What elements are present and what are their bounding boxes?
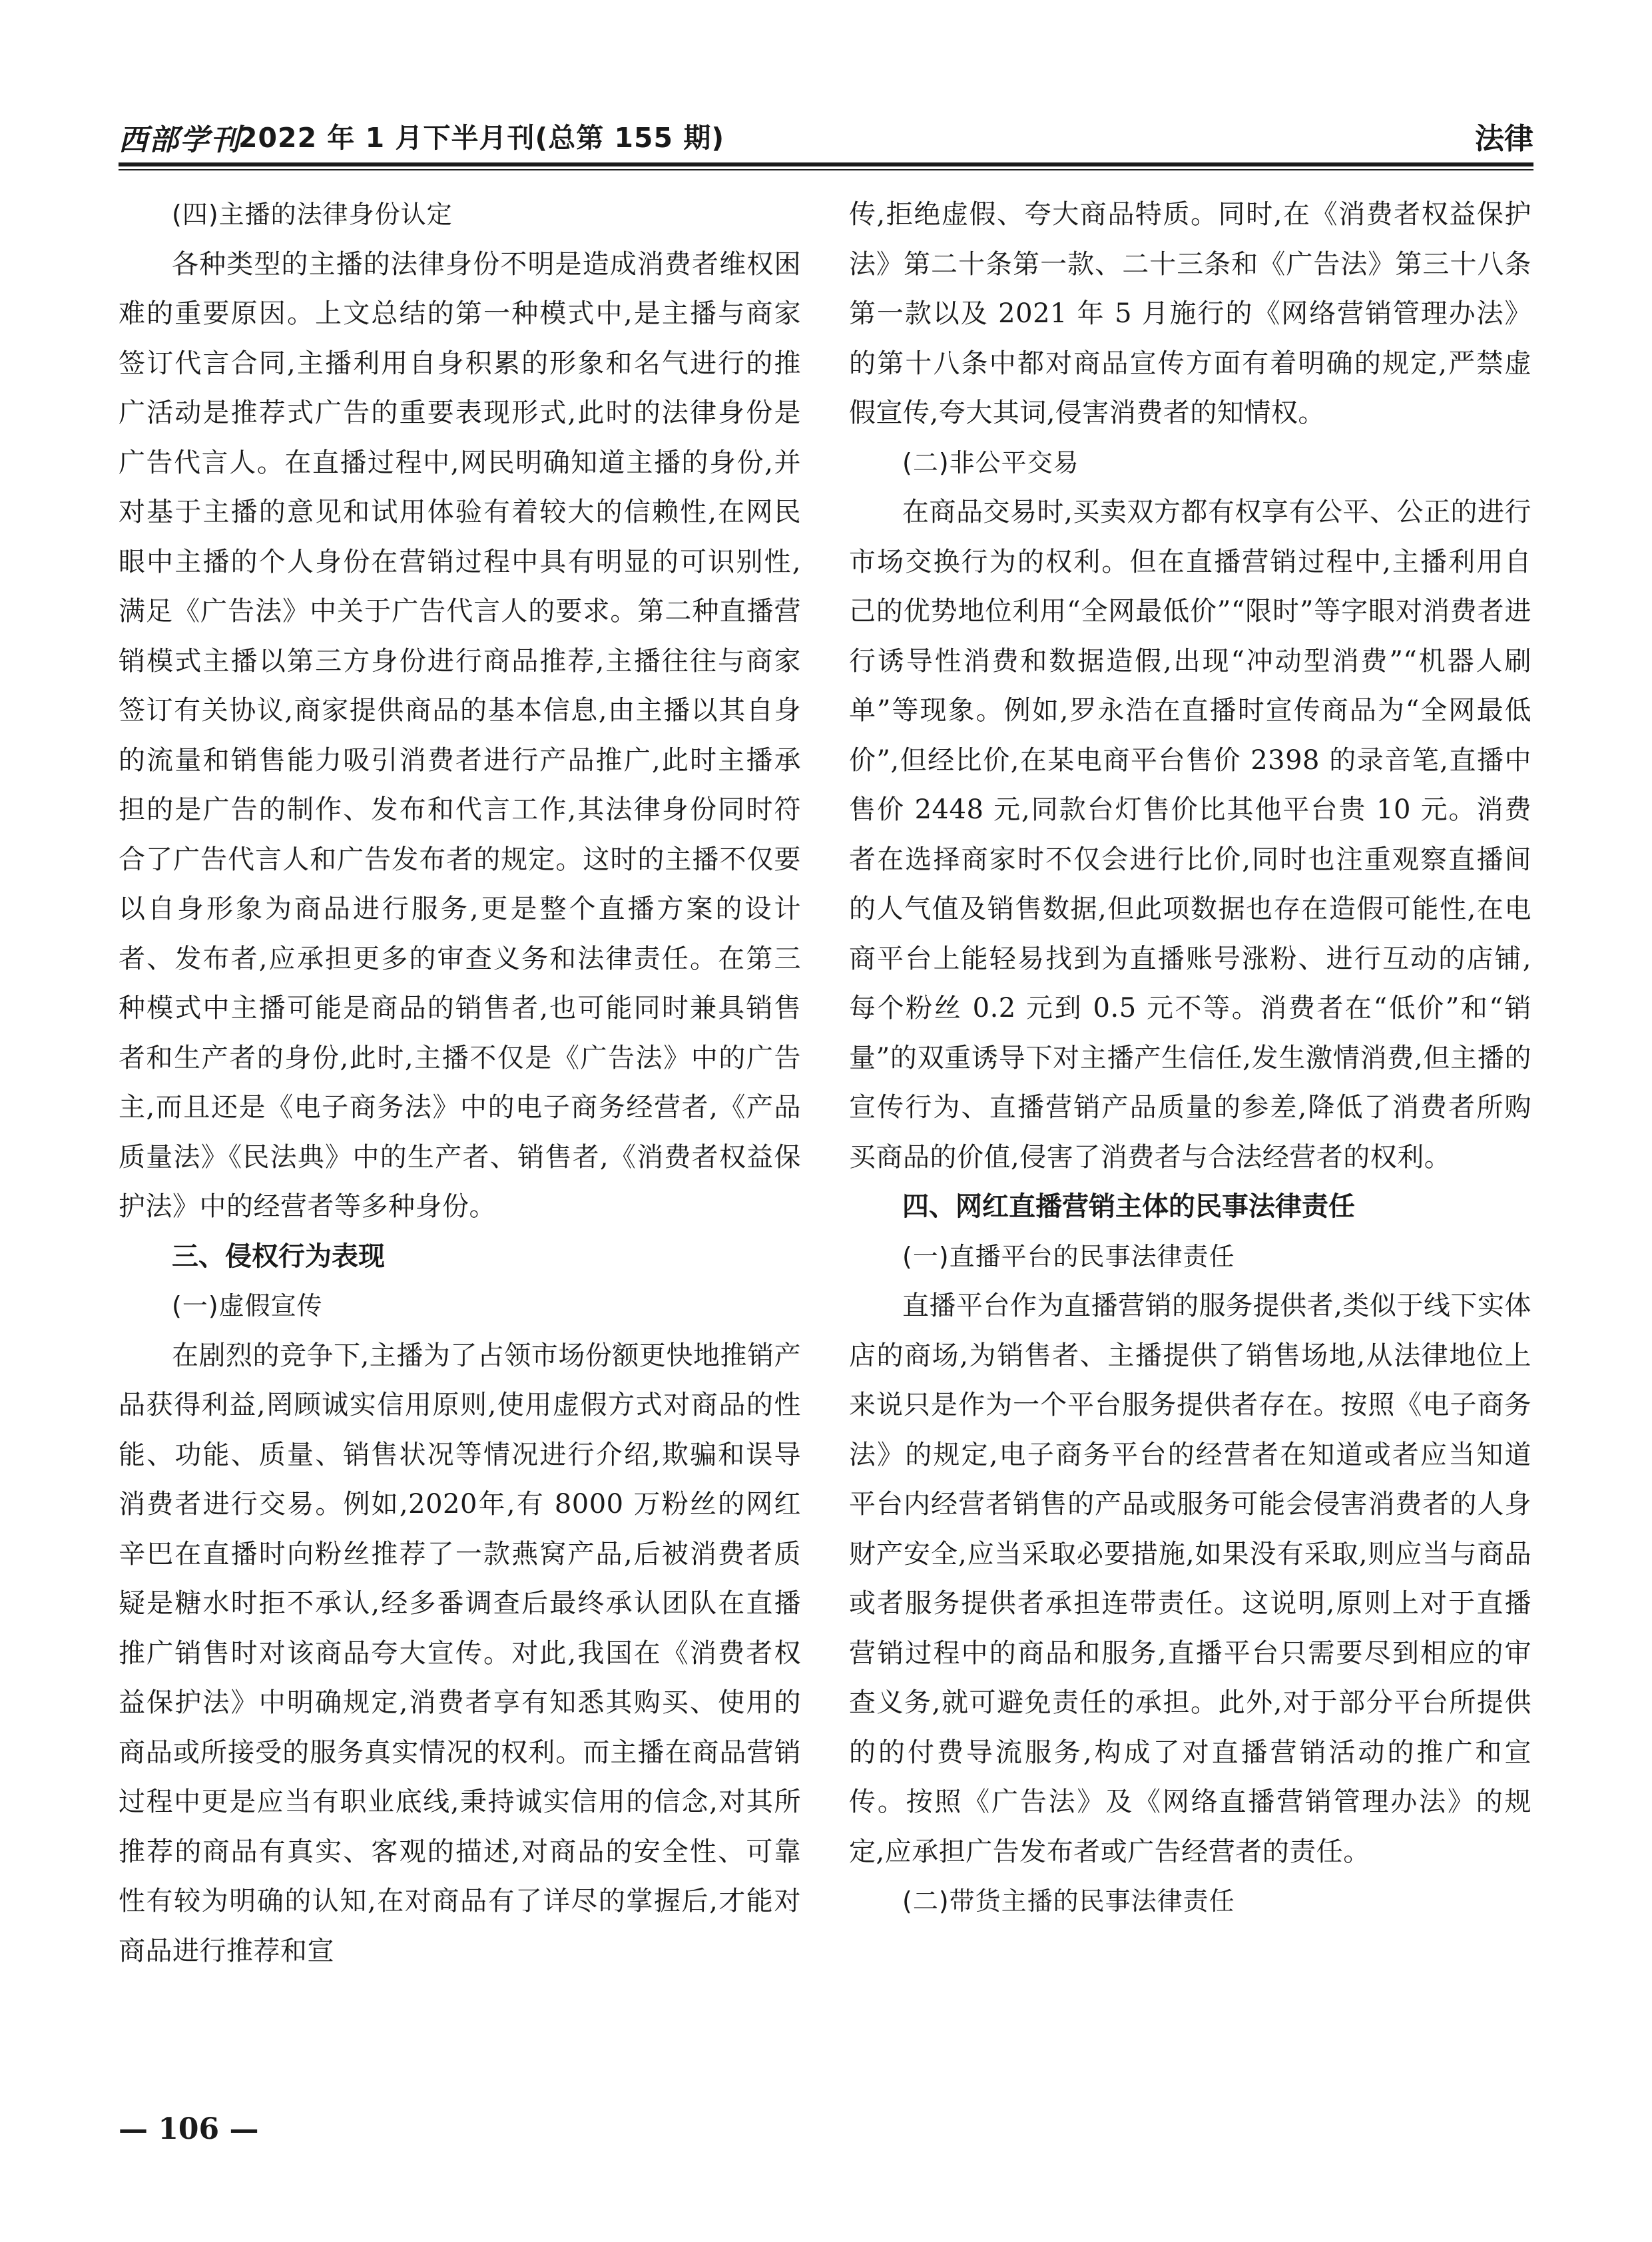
subsection-heading: (二)非公平交易: [902, 447, 1079, 477]
section-heading: 三、侵权行为表现: [172, 1241, 385, 1272]
subsection-heading: (四)主播的法律身份认定: [172, 200, 453, 229]
section-title: 法律: [1475, 122, 1533, 156]
left-column: [119, 190, 801, 1976]
page-number: — 106 —: [119, 2112, 259, 2146]
subsection-heading: (二)带货主播的民事法律责任: [902, 1886, 1235, 1916]
header-rule: [119, 162, 1533, 166]
paragraph: 直播平台作为直播营销的服务提供者,类似于线下实体店的商场,为销售者、主播提供了销售场地,从法律地位上来说只是作为一个平台服务提供者存在。按照《电子商务法》的规定,电子商务平台的经营者在知道或者应当知道平台内经营者销售的产品或服务可能会侵害消费者的人身财产安全,应当采取必要措施,如果没有采取,则应当与商品或者服务提供者承担连带责任。这说明,原则上对于直播营销过程中的商品和服务,直播平台只需要尽到相应的审查义务,就可避免责任的承担。此外,对于部分平台所提供的的付费导流服务,构成了对直播营销活动的推广和宣传。按照《广告法》及《网络直播营销管理办法》的规定,应承担广告发布者或广告经营者的责任。: [849, 1290, 1531, 1867]
section-heading: 四、网红直播营销主体的民事法律责任: [902, 1191, 1355, 1222]
paragraph: 在剧烈的竞争下,主播为了占领市场份额更快地推销产品获得利益,罔顾诚实信用原则,使用虚假方式对商品的性能、功能、质量、销售状况等情况进行介绍,欺骗和误导消费者进行交易。例如,2020年,有 8000 万粉丝的网红辛巴在直播时向粉丝推荐了一款燕窝产品,后被消费者质疑是糖水时拒不承认,经多番调查后最终承认团队在直播推广销售时对该商品夸大宣传。对此,我国在《消费者权益保护法》中明确规定,消费者享有知悉其购买、使用的商品或所接受的服务真实情况的权利。而主播在商品营销过程中更是应当有职业底线,秉持诚实信用的信念,对其所推荐的商品有真实、客观的描述,对商品的安全性、可靠性有较为明确的认知,在对商品有了详尽的掌握后,才能对商品进行推荐和宣: [119, 1340, 801, 1966]
subsection-heading: (一)虚假宣传: [172, 1291, 323, 1320]
paragraph: 各种类型的主播的法律身份不明是造成消费者维权困难的重要原因。上文总结的第一种模式中,是主播与商家签订代言合同,主播利用自身积累的形象和名气进行的推广活动是推荐式广告的重要表现形式,此时的法律身份是广告代言人。在直播过程中,网民明确知道主播的身份,并对基于主播的意见和试用体验有着较大的信赖性,在网民眼中主播的个人身份在营销过程中具有明显的可识别性,满足《广告法》中关于广告代言人的要求。第二种直播营销模式主播以第三方身份进行商品推荐,主播往往与商家签订有关协议,商家提供商品的基本信息,由主播以其自身的流量和销售能力吸引消费者进行产品推广,此时主播承担的是广告的制作、发布和代言工作,其法律身份同时符合了广告代言人和广告发布者的规定。这时的主播不仅要以自身形象为商品进行服务,更是整个直播方案的设计者、发布者,应承担更多的审查义务和法律责任。在第三种模式中主播可能是商品的销售者,也可能同时兼具销售者和生产者的身份,此时,主播不仅是《广告法》中的广告主,而且还是《电子商务法》中的电子商务经营者,《产品质量法》《民法典》中的生产者、销售者,《消费者权益保护法》中的经营者等多种身份。: [119, 248, 801, 1222]
issue-info: 2022 年 1 月下半月刊(总第 155 期): [238, 122, 725, 154]
paragraph: 传,拒绝虚假、夸大商品特质。同时,在《消费者权益保护法》第二十条第一款、二十三条和《广告法》第三十八条第一款以及 2021 年 5 月施行的《网络营销管理办法》的第十八条中都对商品宣传方面有着明确的规定,严禁虚假宣传,夸大其词,侵害消费者的知情权。: [849, 199, 1531, 428]
right-column: [849, 190, 1531, 1926]
journal-logo: 西部学刊: [119, 123, 241, 157]
header-rule-thin: [119, 169, 1533, 170]
page-header: [119, 112, 1533, 158]
paragraph: 在商品交易时,买卖双方都有权享有公平、公正的进行市场交换行为的权利。但在直播营销过程中,主播利用自己的优势地位利用“全网最低价”“限时”等字眼对消费者进行诱导性消费和数据造假,出现“冲动型消费”“机器人刷单”等现象。例如,罗永浩在直播时宣传商品为“全网最低价”,但经比价,在某电商平台售价 2398 的录音笔,直播中售价 2448 元,同款台灯售价比其他平台贵 10 元。消费者在选择商家时不仅会进行比价,同时也注重观察直播间的人气值及销售数据,但此项数据也存在造假可能性,在电商平台上能轻易找到为直播账号涨粉、进行互动的店铺,每个粉丝 0.2 元到 0.5 元不等。消费者在“低价”和“销量”的双重诱导下对主播产生信任,发生激情消费,但主播的宣传行为、直播营销产品质量的参差,降低了消费者所购买商品的价值,侵害了消费者与合法经营者的权利。: [849, 497, 1531, 1173]
subsection-heading: (一)直播平台的民事法律责任: [902, 1241, 1235, 1271]
